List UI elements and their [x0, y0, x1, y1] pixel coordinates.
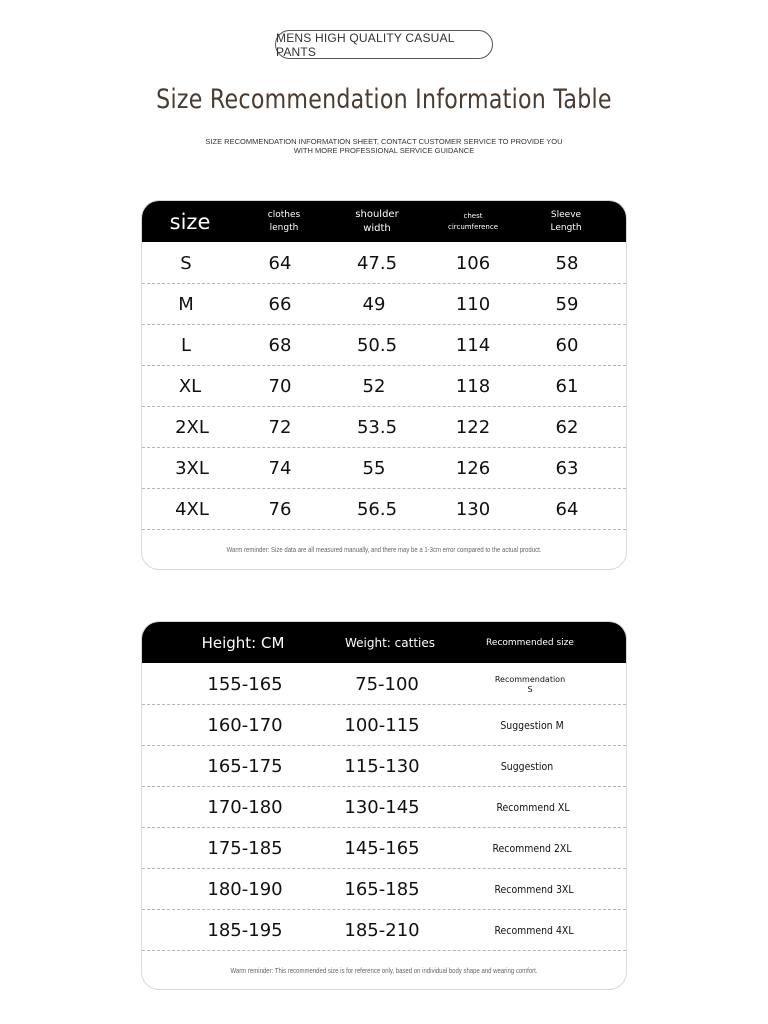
cell-sleeve-length: 59 — [555, 294, 579, 315]
table-row — [142, 869, 626, 910]
cell-weight: 185-210 — [344, 920, 420, 941]
cell-sleeve-length: 60 — [555, 335, 579, 356]
header-shoulder-line2: width — [363, 222, 391, 234]
table-row — [142, 448, 626, 489]
cell-weight: 165-185 — [344, 879, 420, 900]
cell-recommended-size: Recommend 2XL — [492, 842, 572, 855]
size-chart-table — [141, 200, 627, 570]
cell-size: 3XL — [175, 458, 209, 479]
table-row — [142, 828, 626, 869]
cell-chest: 130 — [455, 499, 491, 520]
cell-clothes-length: 72 — [268, 417, 292, 438]
header-shoulder-line1: shoulder — [355, 208, 399, 220]
subtitle-line-2: WITH MORE PROFESSIONAL SERVICE GUIDANCE — [293, 146, 475, 155]
cell-sleeve-length: 58 — [555, 253, 579, 274]
cell-clothes-length: 68 — [268, 335, 292, 356]
cell-height: 175-185 — [207, 838, 283, 859]
cell-height: 170-180 — [207, 797, 283, 818]
header-clothes-length — [268, 201, 300, 242]
header-weight: Weight: catties — [345, 635, 435, 650]
header-clothes-length-line1: clothes — [267, 209, 301, 220]
cell-size: L — [180, 335, 192, 356]
table-row — [142, 407, 626, 448]
cell-recommended-size — [495, 664, 565, 705]
cell-size: M — [178, 294, 194, 315]
cell-chest: 106 — [455, 253, 491, 274]
header-chest-circumference — [448, 201, 498, 242]
cell-weight: 100-115 — [344, 715, 420, 736]
header-size: size — [169, 209, 211, 234]
table-row — [142, 489, 626, 530]
cell-size: 2XL — [175, 417, 209, 438]
header-sleeve-line2: Length — [550, 222, 582, 233]
page-subtitle — [204, 137, 564, 155]
size-recommendation-table — [141, 621, 627, 990]
cell-size: S — [180, 253, 192, 274]
table-row — [142, 787, 626, 828]
header-sleeve-line1: Sleeve — [550, 209, 582, 220]
cell-chest: 122 — [455, 417, 491, 438]
cell-sleeve-length: 63 — [555, 458, 579, 479]
page-title: Size Recommendation Information Table — [156, 84, 612, 115]
cell-height: 165-175 — [207, 756, 283, 777]
cell-height: 160-170 — [207, 715, 283, 736]
header-recommended-size: Recommended size — [486, 637, 574, 648]
table-row — [142, 366, 626, 407]
cell-sleeve-length: 62 — [555, 417, 579, 438]
cell-shoulder-width: 55 — [362, 458, 386, 479]
cell-chest: 118 — [455, 376, 491, 397]
cell-weight: 115-130 — [344, 756, 420, 777]
cell-shoulder-width: 47.5 — [356, 253, 398, 274]
cell-recommended-size: Recommend 3XL — [494, 883, 574, 896]
cell-clothes-length: 66 — [268, 294, 292, 315]
cell-shoulder-width: 53.5 — [356, 417, 398, 438]
header-clothes-length-line2: length — [269, 222, 299, 233]
cell-chest: 114 — [455, 335, 491, 356]
cell-recommended-size: Recommend XL — [496, 801, 570, 814]
table-row — [142, 705, 626, 746]
header-sleeve-length — [550, 201, 581, 242]
cell-recommended-size: Recommend 4XL — [494, 924, 574, 937]
subtitle-line-1: SIZE RECOMMENDATION INFORMATION SHEET, CONTACT CUSTOMER SERVICE TO PROVIDE YOU — [205, 137, 563, 146]
cell-chest: 110 — [455, 294, 491, 315]
cell-height: 180-190 — [207, 879, 283, 900]
header-chest-line1: chest — [463, 211, 483, 220]
table-row — [142, 910, 626, 951]
cell-recommended-size: Suggestion — [500, 760, 554, 773]
cell-height: 185-195 — [207, 920, 283, 941]
cell-weight: 145-165 — [344, 838, 420, 859]
cell-recommended-size: Suggestion M — [500, 719, 564, 732]
cell-weight: 75-100 — [355, 674, 419, 695]
cell-sleeve-length: 64 — [555, 499, 579, 520]
table-row — [142, 664, 626, 705]
table-row — [142, 243, 626, 284]
cell-shoulder-width: 50.5 — [356, 335, 398, 356]
cell-weight: 130-145 — [344, 797, 420, 818]
cell-shoulder-width: 49 — [362, 294, 386, 315]
header-height: Height: CM — [201, 633, 285, 652]
table-row — [142, 284, 626, 325]
cell-clothes-length: 70 — [268, 376, 292, 397]
header-shoulder-width — [355, 201, 398, 242]
cell-size: 4XL — [175, 499, 209, 520]
recommended-size-line1: Recommendation — [494, 674, 566, 684]
cell-sleeve-length: 61 — [555, 376, 579, 397]
cell-chest: 126 — [455, 458, 491, 479]
recommendation-note: Warm reminder: This recommended size is for reference only, based on individual body shape and wearing comfort. — [230, 966, 538, 975]
table-row — [142, 746, 626, 787]
cell-clothes-length: 74 — [268, 458, 292, 479]
size-chart-header — [142, 201, 626, 242]
table-row — [142, 325, 626, 366]
cell-size: XL — [178, 376, 202, 397]
header-chest-line2: circumference — [447, 222, 499, 231]
cell-clothes-length: 76 — [268, 499, 292, 520]
recommendation-header — [142, 622, 626, 663]
cell-clothes-length: 64 — [268, 253, 292, 274]
size-chart-note: Warm reminder: Size data are all measured manually, and there may be a 1-3cm error compared to the actual product. — [226, 545, 542, 554]
cell-shoulder-width: 56.5 — [356, 499, 398, 520]
cell-height: 155-165 — [207, 674, 283, 695]
recommended-size-line2: S — [527, 684, 533, 694]
product-badge: MENS HIGH QUALITY CASUAL PANTS — [275, 30, 493, 59]
cell-shoulder-width: 52 — [362, 376, 386, 397]
